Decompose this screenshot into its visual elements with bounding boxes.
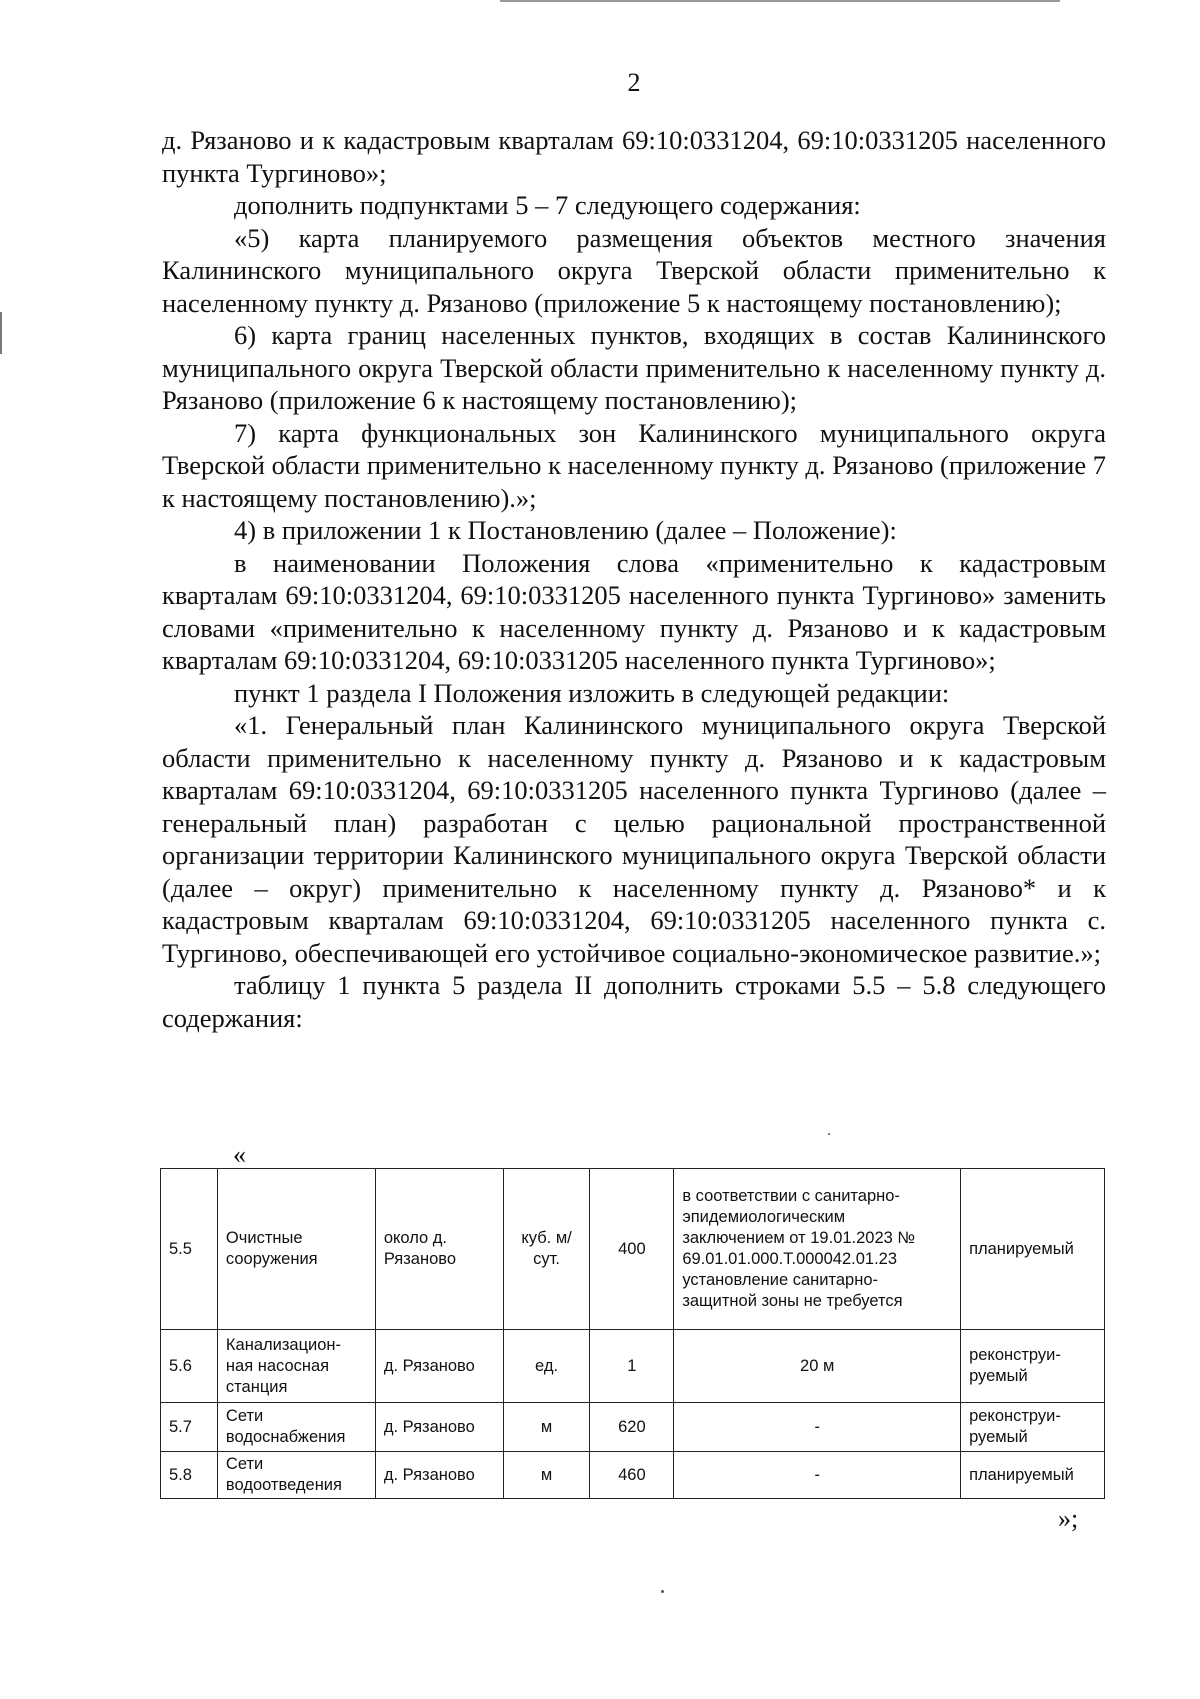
object-name: Очистные сооружения	[217, 1169, 375, 1330]
object-value: 460	[590, 1452, 674, 1499]
object-value: 620	[590, 1403, 674, 1452]
scan-edge-left	[0, 312, 2, 354]
zone-description: 20 м	[674, 1330, 961, 1403]
document-body	[162, 124, 1106, 1034]
paragraph: «5) карта планируемого размещения объектов местного значения Калининского муниципального округа Тверской области применительно к населенному пункту д. Рязаново (приложение 5 к настоящему постановлению);	[162, 222, 1106, 318]
object-status: планируемый	[961, 1452, 1105, 1499]
paragraph: в наименовании Положения слова «применительно к кадастровым кварталам 69:10:0331204, 69:10:0331205 населенного пункта Тургиново» заменить словами «применительно к населенному пункту д. Рязаново и к кадастровым кварталам 69:10:0331204, 69:10:0331205 населенного пункта Тургиново»;	[162, 547, 1106, 675]
paragraph: 6) карта границ населенных пунктов, входящих в состав Калининского муниципального округа Тверской области применительно к населенному пункту д. Рязаново (приложение 6 к настоящему постановлению);	[162, 320, 1106, 415]
facilities-table	[160, 1168, 1105, 1499]
table-row	[161, 1169, 1105, 1330]
scan-edge-top	[500, 0, 1060, 2]
quote-close: »;	[1058, 1504, 1079, 1533]
zone-description: -	[674, 1403, 961, 1452]
object-value: 1	[590, 1330, 674, 1403]
object-location: д. Рязаново	[375, 1403, 503, 1452]
row-number: 5.6	[161, 1330, 218, 1403]
quote-open: «	[233, 1140, 246, 1169]
row-number: 5.7	[161, 1403, 218, 1452]
object-unit: куб. м/ сут.	[503, 1169, 590, 1330]
table-row	[161, 1330, 1105, 1403]
paragraph: д. Рязаново и к кадастровым кварталам 69:10:0331204, 69:10:0331205 населенного пункта Тургиново»;	[162, 125, 1106, 188]
scan-speck	[828, 1133, 830, 1135]
table-row	[161, 1403, 1105, 1452]
paragraph: 7) карта функциональных зон Калининского муниципального округа Тверской области применительно к населенному пункту д. Рязаново (приложение 7 к настоящему постановлению).»;	[162, 417, 1106, 513]
object-status: реконструи-руемый	[961, 1330, 1105, 1403]
object-unit: м	[503, 1452, 590, 1499]
paragraph: таблицу 1 пункта 5 раздела II дополнить строками 5.5 – 5.8 следующего содержания:	[162, 970, 1106, 1033]
zone-description: в соответствии с санитарно-эпидемиологическим заключением от 19.01.2023 № 69.01.01.000.Т.000042.01.23 установление санитарно-защитной зоны не требуется	[674, 1169, 961, 1330]
row-number: 5.5	[161, 1169, 218, 1330]
page-number: 2	[627, 68, 641, 97]
object-status: реконструи-руемый	[961, 1403, 1105, 1452]
paragraph: 4) в приложении 1 к Постановлению (далее – Положение):	[234, 515, 897, 545]
object-unit: м	[503, 1403, 590, 1452]
object-location: д. Рязаново	[375, 1452, 503, 1499]
paragraph: дополнить подпунктами 5 – 7 следующего содержания:	[234, 190, 861, 220]
table-row	[161, 1452, 1105, 1499]
object-name: Сети водоснабжения	[217, 1403, 375, 1452]
object-status: планируемый	[961, 1169, 1105, 1330]
scan-speck	[661, 1590, 664, 1593]
object-name: Сети водоотведения	[217, 1452, 375, 1499]
object-value: 400	[590, 1169, 674, 1330]
object-unit: ед.	[503, 1330, 590, 1403]
row-number: 5.8	[161, 1452, 218, 1499]
paragraph: пункт 1 раздела I Положения изложить в следующей редакции:	[234, 677, 950, 708]
object-name: Канализацион-ная насосная станция	[217, 1330, 375, 1403]
paragraph: «1. Генеральный план Калининского муниципального округа Тверской области применительно к населенному пункту д. Рязаново и к кадастровым кварталам 69:10:0331204, 69:10:0331205 населенного пункта Тургиново (далее – генеральный план) разработан с целью рациональной пространственной организации территории Калининского муниципального округа Тверской области (далее – округ) применительно к населенному пункту д. Рязаново* и к кадастровым кварталам 69:10:0331204, 69:10:0331205 населенного пункта с. Тургиново, обеспечивающей его устойчивое социально-экономическое развитие.»;	[162, 710, 1106, 968]
zone-description: -	[674, 1452, 961, 1499]
object-location: д. Рязаново	[375, 1330, 503, 1403]
object-location: около д. Рязаново	[375, 1169, 503, 1330]
